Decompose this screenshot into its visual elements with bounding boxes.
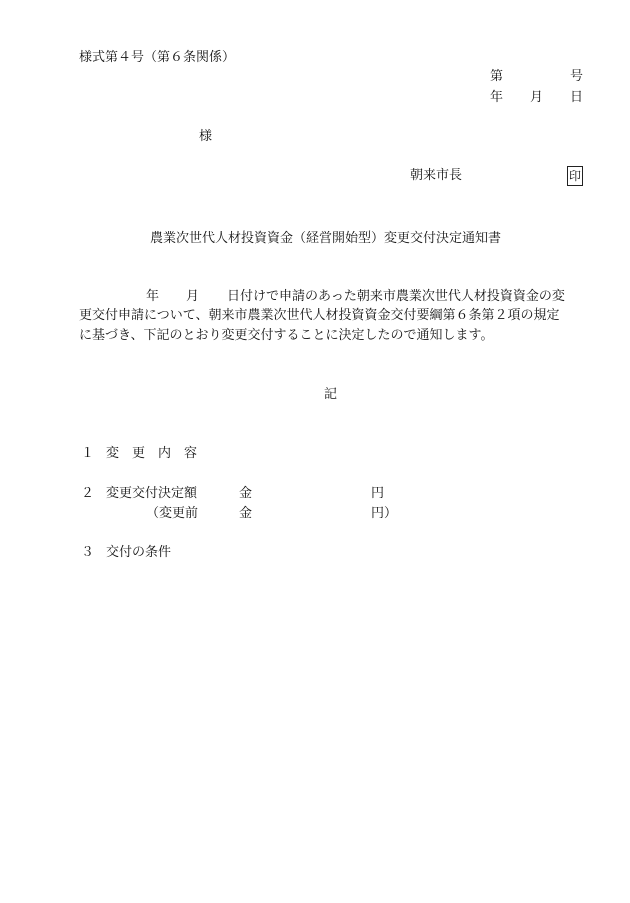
item2-prev-label: （変更前 <box>146 506 199 521</box>
item2-yen: 円 <box>371 486 385 501</box>
item3-label: 交付の条件 <box>106 545 172 560</box>
number-suffix: 号 <box>570 69 584 84</box>
item2-kin: 金 <box>239 486 253 501</box>
body-month: 月 <box>186 289 200 304</box>
item3-number: ３ <box>81 545 95 560</box>
body-line2: 更交付申請について、朝来市農業次世代人材投資資金交付要綱第６条第２項の規定 <box>79 308 560 323</box>
document-title: 農業次世代人材投資資金（経営開始型）変更交付決定通知書 <box>150 231 502 246</box>
item2-number: ２ <box>81 486 95 501</box>
seal-box: 印 <box>567 166 583 186</box>
body-line1-text: 日付けで申請のあった朝来市農業次世代人材投資資金の変 <box>227 289 565 304</box>
item2-label: 変更交付決定額 <box>106 486 198 501</box>
item2-prev-yen: 円） <box>371 506 398 521</box>
date-year: 年 <box>490 90 504 105</box>
item1-label: 変 更 内 容 <box>106 446 198 461</box>
body-line3: に基づき、下記のとおり変更交付することに決定したので通知します。 <box>79 328 494 343</box>
item1-number: １ <box>81 446 95 461</box>
issuer-name: 朝来市長 <box>410 168 463 183</box>
date-month: 月 <box>530 90 544 105</box>
body-year: 年 <box>146 289 160 304</box>
recipient-honorific: 様 <box>199 129 213 144</box>
date-day: 日 <box>570 90 584 105</box>
item2-prev-kin: 金 <box>239 506 253 521</box>
number-prefix: 第 <box>490 69 504 84</box>
ki-heading: 記 <box>324 387 338 402</box>
form-label: 様式第４号（第６条関係） <box>79 50 236 65</box>
